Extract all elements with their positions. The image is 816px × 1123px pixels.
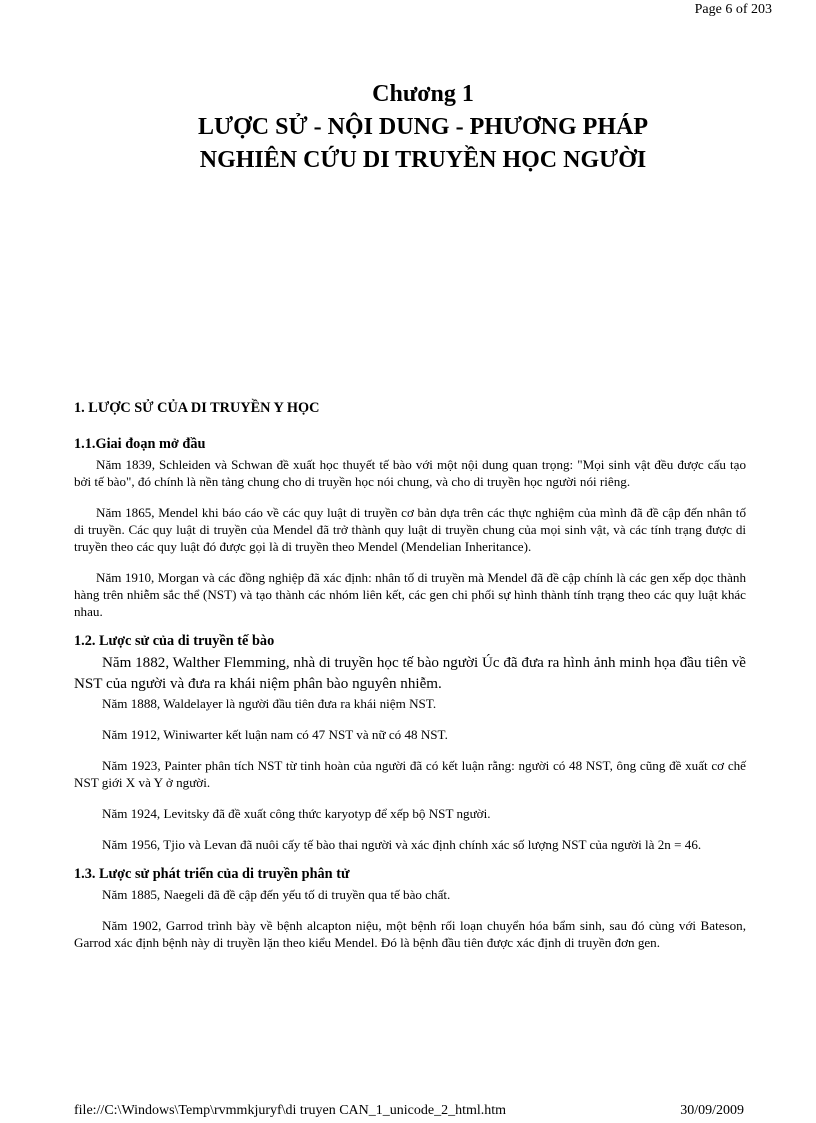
page-footer <box>74 1103 744 1119</box>
paragraph: Năm 1912, Winiwarter kết luận nam có 47 NST và nữ có 48 NST. <box>102 727 448 742</box>
chapter-title-block <box>0 78 816 177</box>
subsection-heading-1-3: 1.3. Lược sử phát triển của di truyền phân tử <box>74 866 350 882</box>
chapter-title-line-2: NGHIÊN CỨU DI TRUYỀN HỌC NGƯỜI <box>199 147 647 173</box>
footer-date: 30/09/2009 <box>680 1103 744 1118</box>
paragraph: Năm 1839, Schleiden và Schwan đề xuất học thuyết tế bào với một nội dung quan trọng: "Mọi sinh vật đều được cấu tạo bởi tế bào", đó chính là nền tảng chung cho di truyền học nói chung, và cho di truyền học người nói riêng. <box>74 457 746 489</box>
paragraph: Năm 1865, Mendel khi báo cáo về các quy luật di truyền cơ bản dựa trên các thực nghiệm của mình đã đề cập đến nhân tố di truyền. Các quy luật di truyền của Mendel đã trở thành quy luật di truyền chung của mọi sinh vật, và các tính trạng được di truyền theo các quy luật đó được gọi là di truyền theo Mendel (Mendelian Inheritance). <box>74 505 746 554</box>
paragraph-lead: Năm 1882, Walther Flemming, nhà di truyền học tế bào người Úc đã đưa ra hình ảnh minh họa đầu tiên về NST của người và đưa ra khái niệm phân bào nguyên nhiễm. <box>74 655 746 692</box>
chapter-number: Chương 1 <box>372 81 474 107</box>
paragraph: Năm 1885, Naegeli đã đề cập đến yếu tố di truyền qua tế bào chất. <box>102 887 451 902</box>
section-heading: 1. LƯỢC SỬ CỦA DI TRUYỀN Y HỌC <box>74 400 320 416</box>
paragraph: Năm 1888, Waldelayer là người đầu tiên đưa ra khái niệm NST. <box>102 696 437 711</box>
main-content <box>74 400 746 951</box>
subsection-heading-1-2: 1.2. Lược sử của di truyền tế bào <box>74 633 275 649</box>
subsection-heading-1-1: 1.1.Giai đoạn mở đầu <box>74 436 206 452</box>
paragraph: Năm 1956, Tjio và Levan đã nuôi cấy tế bào thai người và xác định chính xác số lượng NST của người là 2n = 46. <box>102 837 702 852</box>
footer-file-path: file://C:\Windows\Temp\rvmmkjuryf\di truyen CAN_1_unicode_2_html.htm <box>74 1103 507 1118</box>
chapter-title-line-1: LƯỢC SỬ - NỘI DUNG - PHƯƠNG PHÁP <box>198 114 648 140</box>
paragraph: Năm 1902, Garrod trình bày về bệnh alcapton niệu, một bệnh rối loạn chuyển hóa bẩm sinh, sau đó cùng với Bateson, Garrod xác định bệnh này di truyền lặn theo kiểu Mendel. Đó là bệnh đầu tiên được xác định di truyền đơn gen. <box>74 918 746 950</box>
paragraph: Năm 1910, Morgan và các đồng nghiệp đã xác định: nhân tố di truyền mà Mendel đã đề cập chính là các gen xếp dọc thành hàng trên nhiễm sắc thể (NST) và tạo thành các nhóm liên kết, các gen chi phối sự hình thành tính trạng theo các quy luật khác nhau. <box>74 570 746 619</box>
paragraph: Năm 1924, Levitsky đã đề xuất công thức karyotyp để xếp bộ NST người. <box>102 806 491 821</box>
page-number: Page 6 of 203 <box>694 2 772 17</box>
paragraph: Năm 1923, Painter phân tích NST từ tinh hoàn của người đã có kết luận rằng: người có 48 NST, ông cũng đề xuất cơ chế NST giới X và Y ở người. <box>74 758 746 790</box>
